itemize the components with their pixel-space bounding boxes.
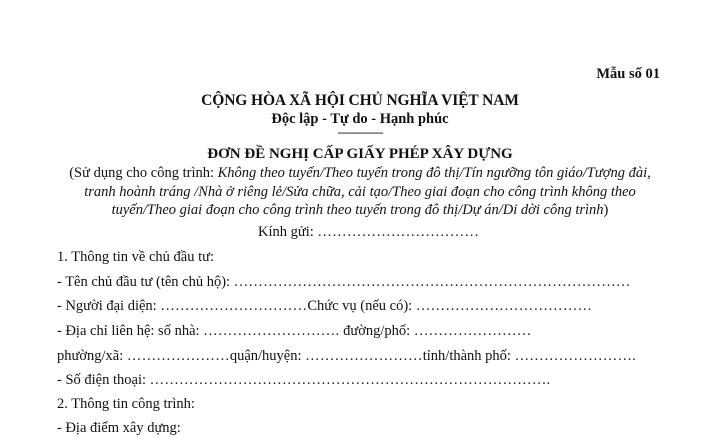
address-line — [57, 323, 531, 340]
form-number: Mẫu số 01 — [596, 66, 660, 82]
location-label: - Địa điểm xây dựng: — [57, 420, 181, 436]
usage-line-3 — [0, 201, 720, 220]
section-1-heading: 1. Thông tin về chủ đầu tư: — [57, 249, 215, 265]
section-2-heading: 2. Thông tin công trình: — [57, 396, 195, 412]
addressee-label: Kính gửi: — [258, 224, 318, 240]
usage-suffix: ) — [603, 202, 609, 218]
owner-name-line — [57, 274, 631, 291]
street-blank[interactable]: …………………… — [413, 323, 532, 339]
street-label: đường/phố: — [343, 323, 414, 339]
usage-types-1: Không theo tuyến/Theo tuyến trong đô thị/Tín ngưỡng tôn giáo/Tượng đài, — [217, 165, 651, 181]
usage-types-3: tuyến/Theo giai đoạn cho công trình theo tuyến trong đô thị/Dự án/Di dời công trình — [111, 202, 604, 218]
representative-line — [57, 298, 592, 315]
position-label: Chức vụ (nếu có): — [307, 298, 416, 314]
addressee-line — [258, 224, 479, 241]
national-motto: Độc lập - Tự do - Hạnh phúc — [271, 111, 449, 127]
province-label: tỉnh/thành phố: — [422, 348, 515, 364]
phone-label: - Số điện thoại: — [57, 372, 150, 388]
province-blank[interactable]: ……………………. — [514, 348, 637, 364]
form-title: ĐƠN ĐỀ NGHỊ CẤP GIẤY PHÉP XÂY DỰNG — [207, 146, 513, 162]
ward-label: phường/xã: — [57, 348, 127, 364]
phone-line — [57, 372, 550, 389]
position-blank[interactable]: ……………………………… — [415, 298, 593, 314]
usage-line-1 — [0, 164, 720, 183]
district-blank[interactable]: …………………… — [305, 348, 423, 364]
usage-line-2 — [0, 183, 720, 202]
usage-types-2: tranh hoành tráng /Nhà ở riêng lẻ/Sửa chữa, cải tạo/Theo giai đoạn cho công trình không theo — [84, 183, 636, 200]
representative-label: - Người đại diện: — [57, 298, 161, 314]
district-label: quận/huyện: — [229, 348, 306, 364]
national-title: CỘNG HÒA XÃ HỘI CHỦ NGHĨA VIỆT NAM — [201, 92, 519, 109]
owner-name-blank[interactable]: ……………………………………………………………………… — [233, 274, 631, 290]
representative-blank[interactable]: ………………………… — [160, 298, 308, 314]
header-divider: --------------- — [337, 125, 383, 139]
addressee-blank[interactable]: …………………………… — [317, 224, 480, 240]
locality-line — [57, 348, 636, 365]
owner-name-label: - Tên chủ đầu tư (tên chủ hộ): — [57, 274, 234, 290]
usage-note — [0, 164, 720, 220]
address-label: - Địa chỉ liên hệ: số nhà: — [57, 323, 204, 339]
phone-blank[interactable]: ………………………………………………………………………. — [149, 372, 551, 388]
ward-blank[interactable]: ………………… — [126, 348, 230, 364]
usage-prefix: (Sử dụng cho công trình: — [69, 165, 218, 181]
house-number-blank[interactable]: ………………………. — [203, 323, 344, 339]
